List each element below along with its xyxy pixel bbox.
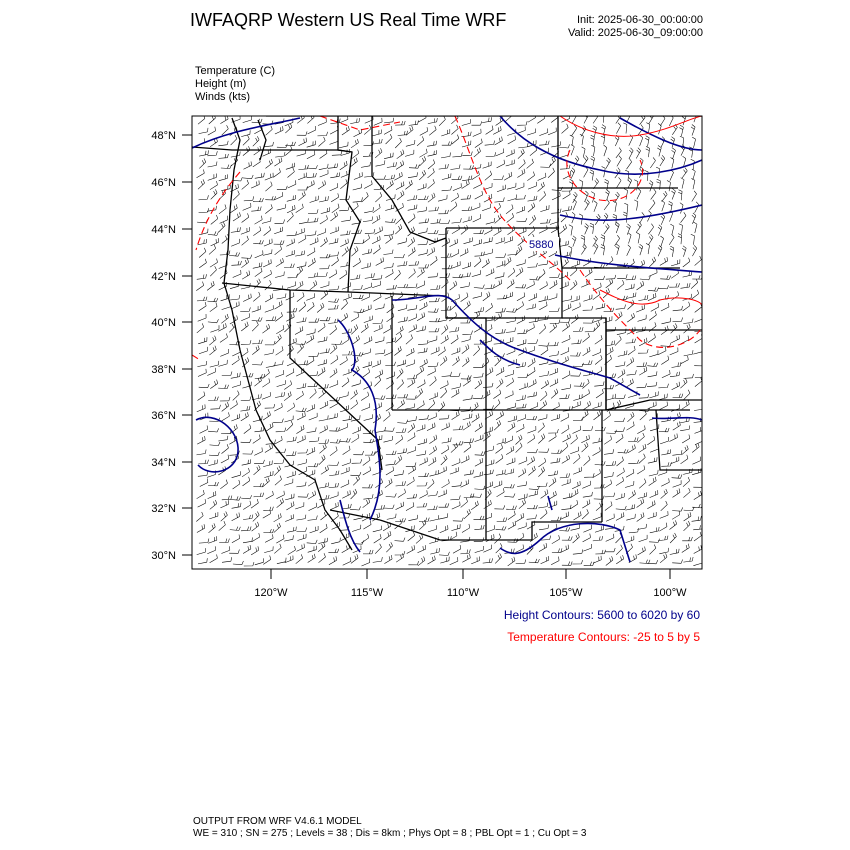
map-frame [192,116,702,569]
wind-barb-field [196,111,705,566]
height-contours [192,116,702,562]
model-info: OUTPUT FROM WRF V4.6.1 MODEL [193,816,362,827]
lat-label: 42°N [151,271,176,283]
lat-label: 34°N [151,457,176,469]
lat-label: 40°N [151,317,176,329]
lon-label: 110°W [446,587,480,599]
lat-label: 38°N [151,364,176,376]
wind-barbs [196,111,705,566]
longitude-axis [271,569,670,579]
map-title: IWFAQRP Western US Real Time WRF [190,10,507,30]
model-config: WE = 310 ; SN = 275 ; Levels = 38 ; Dis = 8km ; Phys Opt = 8 ; PBL Opt = 1 ; Cu Opt = 3 [193,828,587,839]
height-contour-legend: Height Contours: 5600 to 6020 by 60 [503,608,700,622]
lat-label: 46°N [151,177,176,189]
variable-winds: Winds (kts) [195,91,250,103]
latitude-axis [182,135,192,555]
variable-temperature: Temperature (C) [195,65,276,77]
lon-label: 115°W [350,587,384,599]
temperature-contour-legend: Temperature Contours: -25 to 5 by 5 [507,630,700,644]
lat-label: 44°N [151,224,176,236]
state-boundaries [192,116,702,550]
lat-label: 32°N [151,503,176,515]
lon-label: 100°W [653,587,687,599]
init-time: Init: 2025-06-30_00:00:00 [577,14,703,26]
lon-label: 120°W [254,587,288,599]
valid-time: Valid: 2025-06-30_09:00:00 [568,27,703,39]
lat-label: 36°N [151,410,176,422]
lat-label: 30°N [151,550,176,562]
lat-label: 48°N [151,130,176,142]
lon-label: 105°W [549,587,583,599]
variable-height: Height (m) [195,78,247,90]
contour-label: 5880 [529,239,554,251]
